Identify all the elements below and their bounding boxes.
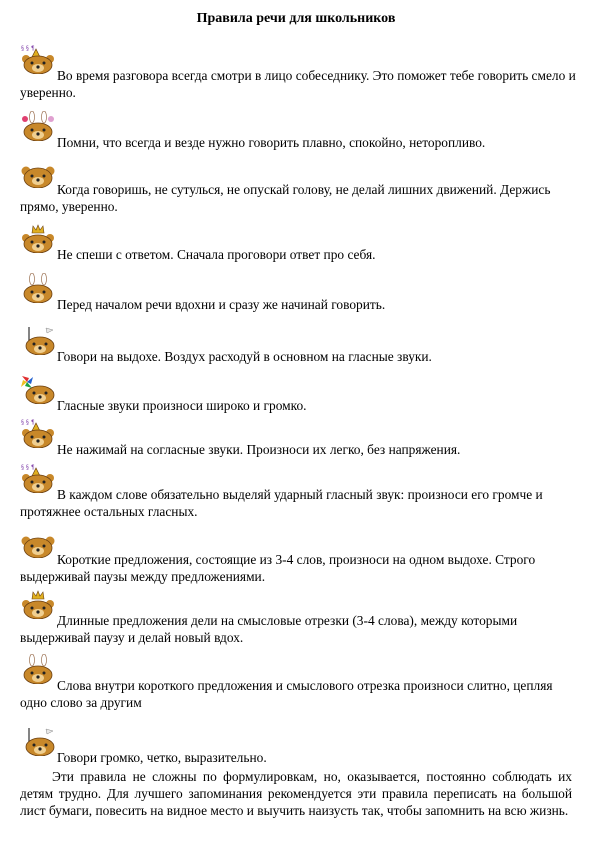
rule-item [20,464,580,520]
bear-with-bell-icon [20,419,56,458]
bear-bunny-icon [20,664,56,694]
rule-text: Перед началом речи вдохни и сразу же начинай говорить. [57,297,386,312]
closing-paragraph: Эти правила не сложны по формулировкам, но, оказывается, постоянно соблюдать их детям трудно. Для лучшего запоминания рекомендуется эти правила переписать на большой лист бумаги, повесить на видное место и выучить наизусть так, чтобы запомнить на всю жизнь. [20,769,572,818]
bear-with-flag-icon [20,335,56,365]
svg-text:§ § ¶: § § ¶ [21,45,35,52]
bear-icon [20,538,56,568]
rule-text: В каждом слове обязательно выделяй ударный гласный звук: произноси его громче и протяжнее остальных гласных. [20,487,543,519]
rule-item [20,45,580,101]
svg-text:§ § ¶: § § ¶ [21,419,35,426]
rule-text: Гласные звуки произноси широко и громко. [57,398,307,413]
rule-item [20,384,580,414]
bear-with-bell-icon [20,45,56,84]
bear-bunny-with-flowers-icon [20,121,56,151]
rule-text: Во время разговора всегда смотри в лицо собеседнику. Это поможет тебе говорить смело и уверенно. [20,68,576,100]
rule-item [20,121,580,151]
rule-text: Когда говоришь, не сутулься, не опускай голову, не делай лишних движений. Держись прямо, уверенно. [20,182,551,214]
rule-item [20,664,580,711]
rule-text: Помни, что всегда и везде нужно говорить плавно, спокойно, неторопливо. [57,135,486,150]
page-title: Правила речи для школьников [196,11,396,26]
rule-text: Слова внутри короткого предложения и смыслового отрезка произноси слитно, цепляя одно слово за другим [20,678,553,710]
bear-bunny-icon [20,283,56,313]
rule-item [20,168,580,215]
rule-item [20,233,580,263]
rule-text: Говори на выдохе. Воздух расходуй в основном на гласные звуки. [57,349,432,364]
rule-text: Говори громко, четко, выразительно. [57,750,267,765]
rule-item [20,419,580,458]
bear-with-bell-icon [20,464,56,503]
bear-with-crown-icon [20,233,56,263]
rule-item [20,538,580,585]
bear-with-crown-icon [20,599,56,629]
bear-with-pinwheel-icon [20,384,56,414]
svg-text:§ § ¶: § § ¶ [21,464,35,471]
rule-item [20,283,580,313]
bear-with-flag-icon [20,736,56,766]
rule-text: Короткие предложения, состоящие из 3-4 слов, произноси на одном выдохе. Строго выдерживай паузы между предложениями. [20,552,536,584]
rule-item [20,599,580,646]
bear-icon [20,168,56,198]
rule-item [20,335,580,365]
rule-item [20,736,580,766]
rule-text: Не спеши с ответом. Сначала проговори ответ про себя. [57,247,376,262]
rule-text: Не нажимай на согласные звуки. Произноси их легко, без напряжения. [57,442,461,457]
rule-text: Длинные предложения дели на смысловые отрезки (3-4 слова), между которыми выдерживай паузу и делай новый вдох. [20,613,518,645]
